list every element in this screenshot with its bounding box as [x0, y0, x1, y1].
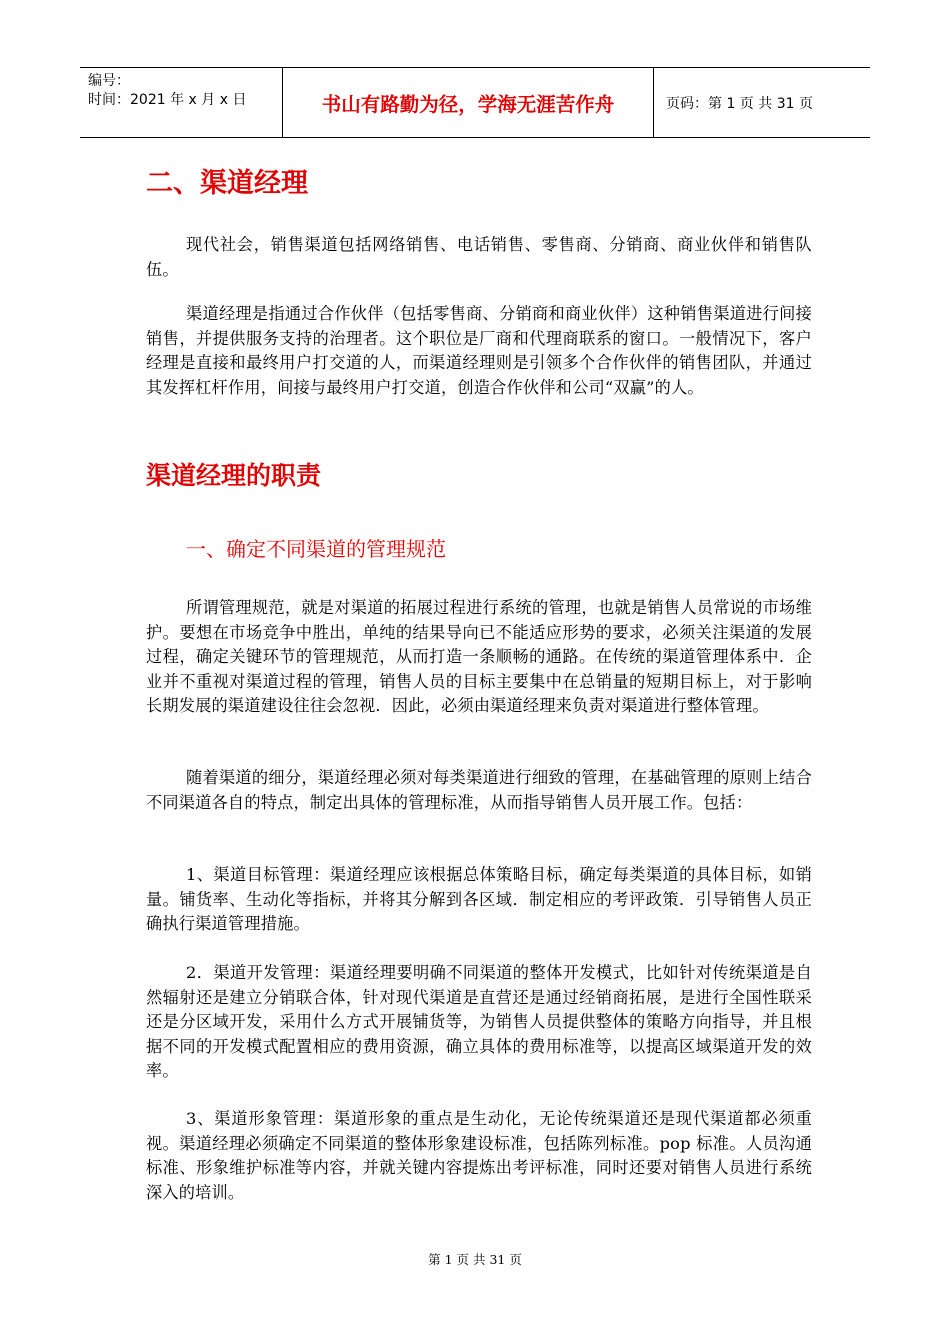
date-label: 时间：2021 年 x 月 x 日 [88, 92, 247, 108]
header-page-info: 页码：第 1 页 共 31 页 [666, 95, 813, 112]
subsection-title: 一、确定不同渠道的管理规范 [186, 537, 446, 561]
header-motto: 书山有路勤为径，学海无涯苦作舟 [282, 68, 654, 137]
intro-paragraph-1: 现代社会，销售渠道包括网络销售、电话销售、零售商、分销商、商业伙伴和销售队伍。 [146, 235, 812, 279]
page-footer: 第 1 页 共 31 页 [428, 1252, 522, 1267]
header-table [80, 67, 870, 138]
serial-label: 编号： [88, 73, 130, 89]
body-paragraph-3: 1、渠道目标管理：渠道经理应该根据总体策略目标，确定每类渠道的具体目标，如销量。铺货率、生动化等指标，并将其分解到各区域．制定相应的考评政策．引导销售人员正确执行渠道管理措施。 [146, 865, 812, 933]
intro-paragraph-2: 渠道经理是指通过合作伙伴（包括零售商、分销商和商业伙伴）这种销售渠道进行间接销售，并提供服务支持的治理者。这个职位是厂商和代理商联系的窗口。一般情况下，客户经理是直接和最终用户打交道的人，而渠道经理则是引领多个合作伙伴的销售团队，并通过其发挥杠杆作用，间接与最终用户打交道，创造合作伙伴和公司“双赢”的人。 [146, 304, 812, 397]
body-paragraph-2: 随着渠道的细分，渠道经理必须对每类渠道进行细致的管理，在基础管理的原则上结合不同渠道各自的特点，制定出具体的管理标准，从而指导销售人员开展工作。包括： [146, 768, 812, 812]
body-paragraph-5: 3、渠道形象管理：渠道形象的重点是生动化，无论传统渠道还是现代渠道都必须重视。渠道经理必须确定不同渠道的整体形象建设标准，包括陈列标准。pop 标准。人员沟通标准、形象维护标准等内容，并就关键内容提炼出考评标准，同时还要对销售人员进行系统深入的培训。 [146, 1109, 812, 1202]
section-title: 渠道经理的职责 [146, 461, 322, 490]
body-paragraph-4: 2．渠道开发管理：渠道经理要明确不同渠道的整体开发模式，比如针对传统渠道是自然辐射还是建立分销联合体，针对现代渠道是直营还是通过经销商拓展，是进行全国性联采还是分区域开发，采用什么方式开展铺货等，为销售人员提供整体的策略方向指导，并且根据不同的开发模式配置相应的费用资源，确立具体的费用标准等，以提高区域渠道开发的效率。 [146, 963, 812, 1080]
body-paragraph-1: 所谓管理规范，就是对渠道的拓展过程进行系统的管理，也就是销售人员常说的市场维护。要想在市场竞争中胜出，单纯的结果导向已不能适应形势的要求，必须关注渠道的发展过程，确定关键环节的管理规范，从而打造一条顺畅的通路。在传统的渠道管理体系中．企业并不重视对渠道过程的管理，销售人员的目标主要集中在总销量的短期目标上，对于影响长期发展的渠道建设往往会忽视．因此，必须由渠道经理来负责对渠道进行整体管理。 [146, 598, 812, 715]
header-meta-cell [80, 68, 282, 137]
page-title: 二、渠道经理 [146, 168, 308, 199]
